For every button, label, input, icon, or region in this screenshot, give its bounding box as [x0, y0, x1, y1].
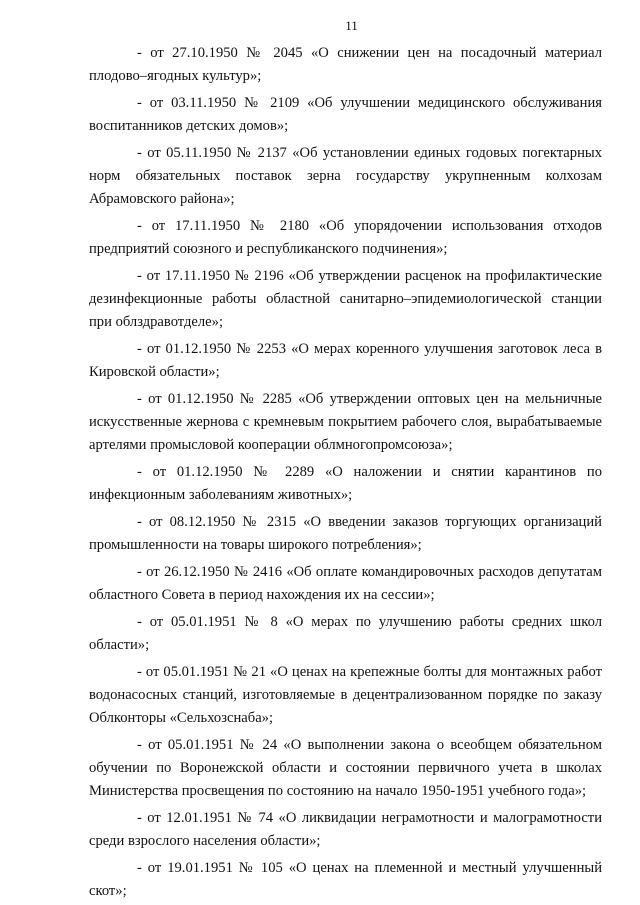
decree-entry: - от 19.01.1951 № 105 «О ценах на племенной и местный улучшенный скот»; [89, 860, 602, 899]
decree-entry: - от 05.01.1951 № 21 «О ценах на крепежные болты для монтажных работ водонасосных станций, изготовляемые в децентрализованном порядке по заказу Облконторы «Сельхозснаба»; [89, 664, 602, 726]
decree-entry: - от 17.11.1950 № 2196 «Об утверждении расценок на профилактические дезинфекционные работы областной санитарно–эпидемиологической станции при облздравотделе»; [89, 268, 602, 330]
decree-entry: - от 26.12.1950 № 2416 «Об оплате командировочных расходов депутатам областного Совета в период нахождения их на сессии»; [89, 564, 602, 603]
decree-entry: - от 01.12.1950 № 2285 «Об утверждении оптовых цен на мельничные искусственные жернова с кремневым покрытием рабочего слоя, вырабатываемые артелями промысловой кооперации облмногопромсоюза»; [89, 391, 602, 453]
decree-entry: - от 05.01.1951 № 24 «О выполнении закона о всеобщем обязательном обучении по Воронежской области и состоянии первичного учета в школах Министерства просвещения по состоянию на начало 1950-1951 учебного года»; [89, 737, 602, 799]
decree-entry: - от 05.01.1951 № 8 «О мерах по улучшению работы средних школ области»; [89, 614, 602, 653]
decree-entry: - от 03.11.1950 № 2109 «Об улучшении медицинского обслуживания воспитанников детских домов»; [89, 95, 602, 134]
decree-entry: - от 17.11.1950 № 2180 «Об упорядочении использования отходов предприятий союзного и республиканского подчинения»; [89, 218, 602, 257]
decree-list [89, 42, 602, 903]
page-number: 11 [345, 18, 358, 33]
decree-entry: - от 08.12.1950 № 2315 «О введении заказов торгующих организаций промышленности на товары широкого потребления»; [89, 514, 602, 553]
decree-entry: - от 12.01.1951 № 74 «О ликвидации неграмотности и малограмотности среди взрослого населения области»; [89, 810, 602, 849]
decree-entry: - от 01.12.1950 № 2253 «О мерах коренного улучшения заготовок леса в Кировской области»; [89, 341, 602, 380]
decree-entry: - от 05.11.1950 № 2137 «Об установлении единых годовых погектарных норм обязательных поставок зерна государству укрупненным колхозам Абрамовского района»; [89, 145, 602, 207]
decree-entry: - от 27.10.1950 № 2045 «О снижении цен на посадочный материал плодово–ягодных культур»; [89, 45, 602, 84]
decree-entry: - от 01.12.1950 № 2289 «О наложении и снятии карантинов по инфекционным заболеваниям животных»; [89, 464, 602, 503]
